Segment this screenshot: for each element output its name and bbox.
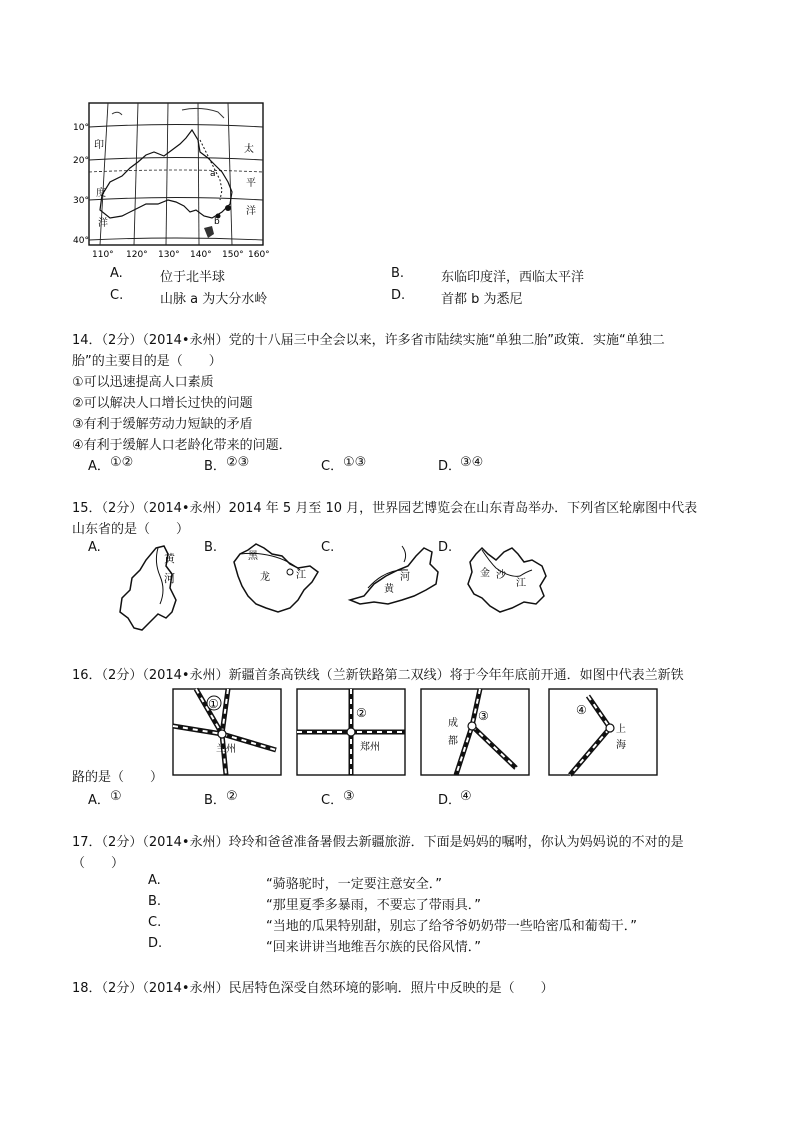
q15-option-c-key[interactable]: C. [321,540,335,555]
svg-text:40°: 40° [73,236,89,246]
city-char: 都 [448,736,458,747]
q15-option-d-key[interactable]: D. [438,540,453,555]
q14-item: ④有利于缓解人口老龄化带来的问题． [72,438,292,453]
svg-text:江: 江 [516,578,526,589]
q17-stem-line1: 17．（2分）（2014•永州）玲玲和爸爸准备暑假去新疆旅游．下面是妈妈的嘱咐，你认为妈妈说的不对的是 [72,835,684,850]
svg-text:平: 平 [246,178,256,189]
svg-text:江: 江 [296,570,306,581]
svg-text:金: 金 [480,568,490,579]
q14-item: ②可以解决人口增长过快的问题 [72,396,253,411]
city-b-label: b [214,217,220,227]
q15-stem-line2: 山东省的是（ ） [72,522,190,537]
q16-stem-line1: 16．（2分）（2014•永州）新疆首条高铁线（兰新铁路第二双线）将于今年年底前开通．如图中代表兰新铁 [72,668,684,683]
svg-text:龙: 龙 [260,572,270,583]
svg-text:印: 印 [94,140,104,151]
svg-text:③: ③ [478,709,489,723]
rail-map-3[interactable] [420,688,530,776]
svg-text:黄: 黄 [164,552,175,565]
rail-map-2[interactable] [296,688,406,776]
q14-stem-line1: 14．（2分）（2014•永州）党的十八届三中全会以来，许多省市陆续实施“单独二胎”政策．实施“单独二 [72,333,665,348]
svg-text:黄: 黄 [384,584,394,595]
q14-stem-line2: 胎”的主要目的是（ ） [72,354,222,369]
svg-text:兰州: 兰州 [216,744,236,755]
q15-option-a-key[interactable]: A. [88,540,101,555]
q16-stem-line2: 路的是（ ） [72,770,164,785]
svg-text:①: ① [208,697,219,711]
svg-text:130°: 130° [158,250,180,260]
svg-text:150°: 150° [222,250,244,260]
svg-text:河: 河 [400,572,410,583]
q18-stem-line1: 18．（2分）（2014•永州）民居特色深受自然环境的影响．照片中反映的是（ ） [72,981,554,996]
city-char: 海 [616,740,626,751]
mountain-a-label: a [210,169,216,179]
svg-text:洋: 洋 [246,206,256,217]
svg-text:110°: 110° [92,250,114,260]
province-outline-d[interactable] [460,540,552,616]
svg-text:160°: 160° [248,250,270,260]
svg-text:30°: 30° [73,196,89,206]
q14-item: ③有利于缓解劳动力短缺的矛盾 [72,417,253,432]
svg-text:④: ④ [576,703,587,717]
province-outline-b[interactable] [226,538,326,616]
q14-item: ①可以迅速提高人口素质 [72,375,214,390]
svg-text:度: 度 [96,188,106,199]
svg-text:洋: 洋 [98,218,108,229]
q17-stem-line2: （ ） [72,856,125,871]
svg-text:②: ② [356,706,367,720]
australia-map [72,100,270,262]
q15-stem-line1: 15．（2分）（2014•永州）2014 年 5 月至 10 月，世界园艺博览会在山东青岛举办．下列省区轮廓图中代表 [72,501,698,516]
rail-map-1[interactable] [172,688,282,776]
svg-text:120°: 120° [126,250,148,260]
q15-option-b-key[interactable]: B. [204,540,218,555]
province-outline-c[interactable] [346,542,444,608]
city-char: 上 [616,724,626,735]
svg-text:河: 河 [164,572,175,585]
svg-text:太: 太 [244,144,254,155]
svg-text:黑: 黑 [248,551,258,562]
svg-text:10°: 10° [73,123,89,133]
svg-text:郑州: 郑州 [360,742,380,753]
svg-text:140°: 140° [190,250,212,260]
svg-text:20°: 20° [73,156,89,166]
city-char: 成 [448,718,458,729]
rail-map-4[interactable] [548,688,658,776]
svg-text:沙: 沙 [496,570,506,581]
province-outline-a[interactable] [106,542,196,634]
